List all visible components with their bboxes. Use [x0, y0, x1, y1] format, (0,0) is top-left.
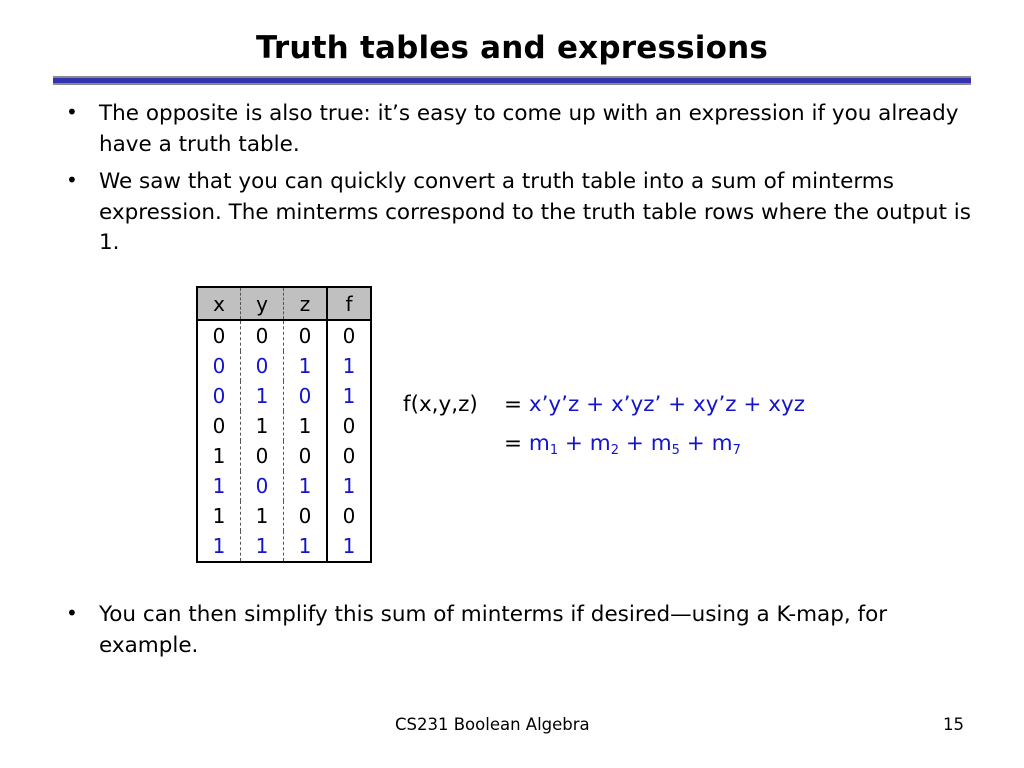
title-divider	[53, 76, 971, 85]
column-header-y: y	[241, 287, 284, 320]
cell-f: 0	[327, 320, 371, 351]
cell-y: 1	[241, 381, 284, 411]
bullet-text: You can then simplify this sum of minterms if desired—using a K-map, for example.	[99, 602, 888, 658]
footer-course-name: CS231 Boolean Algebra	[395, 715, 590, 734]
slide-title: Truth tables and expressions	[255, 30, 769, 66]
minterm-term	[529, 431, 558, 456]
cell-x: 0	[197, 381, 241, 411]
cell-y: 1	[241, 531, 284, 562]
cell-x: 1	[197, 531, 241, 562]
footer-page-number: 15	[943, 715, 964, 734]
minterm-index: 7	[732, 443, 741, 458]
minterm-term	[651, 431, 680, 456]
bullet-text: The opposite is also true: it’s easy to come up with an expression if you already have a truth table.	[99, 101, 959, 157]
cell-y: 0	[241, 441, 284, 471]
cell-y: 1	[241, 501, 284, 531]
minterm-term	[712, 431, 741, 456]
truth-table-row	[197, 381, 371, 411]
truth-table-row	[197, 441, 371, 471]
cell-f: 1	[327, 471, 371, 501]
truth-table-row	[197, 351, 371, 381]
expression-line-2	[504, 431, 741, 458]
bullet-marker: •	[66, 601, 78, 625]
cell-y: 0	[241, 320, 284, 351]
plus-operator: +	[679, 431, 712, 456]
cell-x: 0	[197, 320, 241, 351]
function-label: f(x,y,z)	[403, 392, 478, 417]
cell-z: 0	[298, 384, 312, 408]
minterm-symbol: m	[711, 431, 733, 456]
minterm-symbol: m	[528, 431, 550, 456]
minterm-index: 5	[671, 443, 680, 458]
cell-z: 1	[298, 474, 312, 498]
minterm-notation-expression	[529, 431, 741, 456]
cell-z: 1	[298, 414, 312, 438]
truth-table-row	[197, 531, 371, 562]
cell-z: 0	[298, 504, 312, 528]
cell-x: 0	[197, 411, 241, 441]
cell-z: 1	[298, 534, 312, 558]
cell-z: 1	[298, 354, 312, 378]
cell-y: 1	[241, 411, 284, 441]
cell-f: 0	[327, 441, 371, 471]
bullet-marker: •	[66, 100, 78, 124]
cell-x: 1	[197, 501, 241, 531]
cell-z: 0	[298, 444, 312, 468]
column-header-x: x	[197, 287, 241, 320]
column-header-f: f	[327, 287, 371, 320]
truth-table-row	[197, 320, 371, 351]
cell-y: 0	[241, 471, 284, 501]
cell-f: 1	[327, 531, 371, 562]
truth-table-row	[197, 411, 371, 441]
minterm-symbol: m	[589, 431, 611, 456]
column-header-z: z	[284, 287, 328, 320]
cell-y: 0	[241, 351, 284, 381]
truth-table	[196, 286, 372, 563]
truth-table-row	[197, 471, 371, 501]
bullet-marker: •	[66, 168, 78, 192]
sum-of-minterms-expression: x’y’z + x’yz’ + xy’z + xyz	[528, 392, 806, 417]
equals-sign: =	[504, 431, 523, 456]
cell-f: 0	[327, 411, 371, 441]
cell-x: 0	[197, 351, 241, 381]
equals-sign: =	[504, 392, 523, 417]
cell-z: 0	[298, 324, 312, 348]
plus-operator: +	[619, 431, 651, 456]
plus-operator: +	[558, 431, 590, 456]
minterm-term	[590, 431, 619, 456]
minterm-index: 1	[549, 443, 559, 458]
cell-x: 1	[197, 471, 241, 501]
bullet-text: We saw that you can quickly convert a truth table into a sum of minterms expression. The minterms correspond to the truth table rows where the output is 1.	[99, 169, 971, 255]
minterm-symbol: m	[650, 431, 672, 456]
truth-table-row	[197, 501, 371, 531]
cell-f: 1	[327, 351, 371, 381]
minterm-index: 2	[610, 443, 620, 458]
cell-f: 0	[327, 501, 371, 531]
expression-line-1	[504, 392, 805, 417]
cell-f: 1	[327, 381, 371, 411]
cell-x: 1	[197, 441, 241, 471]
truth-table-header-row	[197, 287, 371, 320]
